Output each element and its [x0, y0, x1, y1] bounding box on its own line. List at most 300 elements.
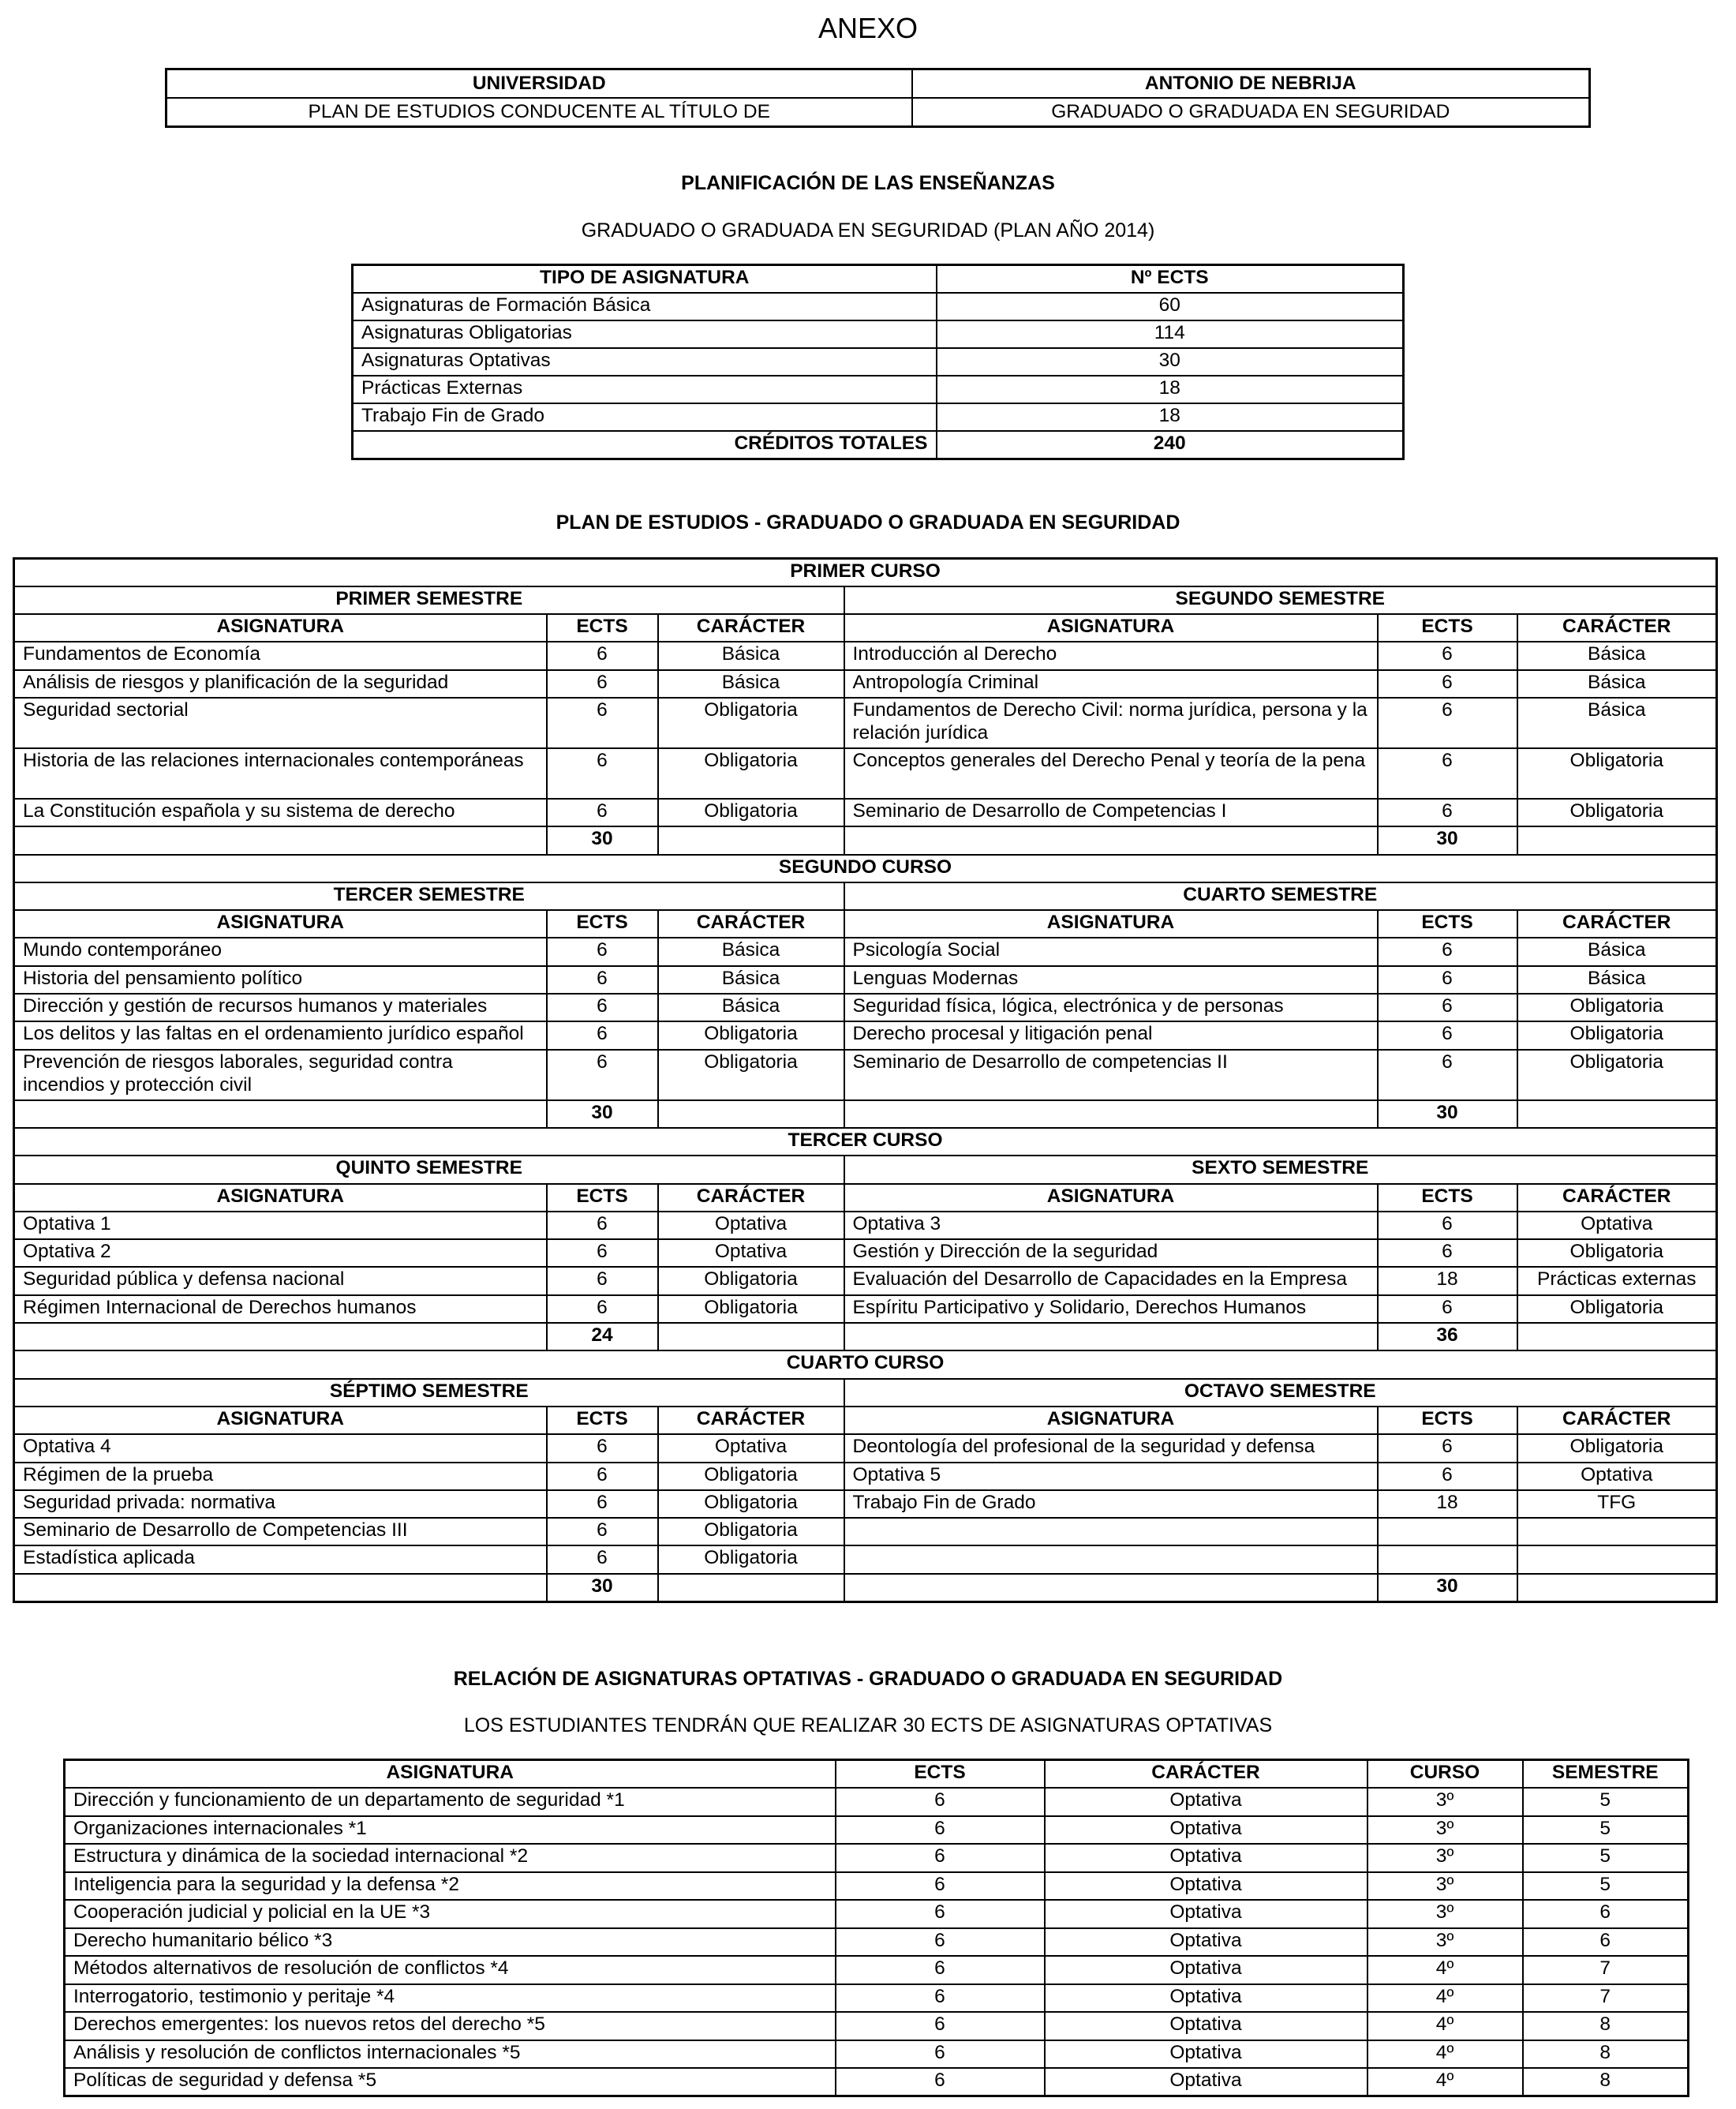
- elective-course: 3º: [1367, 1816, 1523, 1845]
- column-header-character: CARÁCTER: [1517, 1184, 1717, 1212]
- elective-course: 3º: [1367, 1928, 1523, 1957]
- subject-ects: 6: [1378, 642, 1517, 669]
- electives-header-row: [65, 1760, 1689, 1789]
- elective-character: Optativa: [1045, 2012, 1367, 2040]
- course-title: CUARTO CURSO: [14, 1350, 1717, 1378]
- subject-name: Introducción al Derecho: [844, 642, 1378, 669]
- subject-row: [14, 748, 1717, 799]
- subject-row: [14, 1212, 1717, 1239]
- subject-character: Básica: [1517, 670, 1717, 698]
- subject-ects: 6: [547, 799, 658, 826]
- subject-character: Obligatoria: [658, 1490, 844, 1518]
- column-header-character: CARÁCTER: [1517, 910, 1717, 938]
- subject-ects: 6: [1378, 938, 1517, 965]
- column-header-ects: ECTS: [547, 1184, 658, 1212]
- total-blank: [844, 826, 1378, 854]
- column-header-ects: ECTS: [1378, 1184, 1517, 1212]
- subject-name: Seminario de Desarrollo de Competencias III: [14, 1518, 547, 1545]
- elective-name: Métodos alternativos de resolución de conflictos *4: [65, 1956, 836, 1984]
- subject-character: Básica: [1517, 938, 1717, 965]
- subject-character: TFG: [1517, 1490, 1717, 1518]
- course-title: PRIMER CURSO: [14, 559, 1717, 586]
- subject-name: Deontología del profesional de la seguridad y defensa: [844, 1434, 1378, 1462]
- column-header-ects: ECTS: [547, 1407, 658, 1434]
- subject-ects: 6: [547, 1490, 658, 1518]
- elective-ects: 6: [836, 1872, 1045, 1901]
- subject-name: Optativa 3: [844, 1212, 1378, 1239]
- semester-total-row: [14, 1323, 1717, 1350]
- subject-row: [14, 1021, 1717, 1049]
- elective-character: Optativa: [1045, 1984, 1367, 2013]
- subject-ects: 6: [1378, 799, 1517, 826]
- planning-row: [353, 320, 1404, 348]
- elective-name: Derecho humanitario bélico *3: [65, 1928, 836, 1957]
- left-semester-total: 24: [547, 1323, 658, 1350]
- subject-row: [14, 994, 1717, 1021]
- left-semester-total: 30: [547, 1100, 658, 1128]
- subject-row: [14, 966, 1717, 994]
- elective-course: 3º: [1367, 1788, 1523, 1816]
- elective-course: 4º: [1367, 1956, 1523, 1984]
- electives-subheading: LOS ESTUDIANTES TENDRÁN QUE REALIZAR 30 ECTS DE ASIGNATURAS OPTATIVAS: [463, 1714, 1273, 1736]
- planning-row: [353, 293, 1404, 320]
- total-blank: [844, 1100, 1378, 1128]
- elective-course: 4º: [1367, 2040, 1523, 2069]
- left-semester-title: PRIMER SEMESTRE: [14, 586, 844, 614]
- subject-ects: 6: [547, 938, 658, 965]
- subject-name: Seminario de Desarrollo de Competencias I: [844, 799, 1378, 826]
- subject-character: Obligatoria: [658, 698, 844, 748]
- subject-ects: 6: [1378, 1463, 1517, 1490]
- subject-character: Obligatoria: [1517, 1434, 1717, 1462]
- subject-name: Optativa 1: [14, 1212, 547, 1239]
- elective-character: Optativa: [1045, 1788, 1367, 1816]
- subject-name: Seguridad sectorial: [14, 698, 547, 748]
- subject-ects: 6: [547, 642, 658, 669]
- elective-ects: 6: [836, 1788, 1045, 1816]
- column-header-character: CARÁCTER: [1517, 1407, 1717, 1434]
- column-header-subject: ASIGNATURA: [14, 614, 547, 642]
- subject-name: Prevención de riesgos laborales, seguridad contra incendios y protección civil: [14, 1050, 547, 1100]
- subject-name: Seminario de Desarrollo de competencias II: [844, 1050, 1378, 1100]
- total-blank: [14, 1574, 547, 1601]
- course-title-row: [14, 855, 1717, 882]
- column-header-subject: ASIGNATURA: [14, 1407, 547, 1434]
- elective-ects: 6: [836, 1956, 1045, 1984]
- subject-ects: 18: [1378, 1267, 1517, 1294]
- column-header-character: CARÁCTER: [658, 1407, 844, 1434]
- semester-row: [14, 586, 1717, 614]
- column-header-character: CARÁCTER: [658, 614, 844, 642]
- left-semester-title: SÉPTIMO SEMESTRE: [14, 1379, 844, 1407]
- planning-heading: PLANIFICACIÓN DE LAS ENSEÑANZAS: [681, 172, 1055, 194]
- column-header-character: CARÁCTER: [658, 910, 844, 938]
- subject-character: Optativa: [658, 1239, 844, 1267]
- elective-character: Optativa: [1045, 1956, 1367, 1984]
- elective-ects: 6: [836, 1844, 1045, 1872]
- subject-name: Trabajo Fin de Grado: [844, 1490, 1378, 1518]
- elective-ects: 6: [836, 1816, 1045, 1845]
- subject-character: Básica: [1517, 698, 1717, 748]
- subject-ects: 6: [547, 1050, 658, 1100]
- subject-name: Espíritu Participativo y Solidario, Derechos Humanos: [844, 1295, 1378, 1323]
- column-header-row: [14, 614, 1717, 642]
- right-semester-total: 36: [1378, 1323, 1517, 1350]
- column-header-row: [14, 1184, 1717, 1212]
- planning-total-label: CRÉDITOS TOTALES: [353, 431, 937, 459]
- elective-character: Optativa: [1045, 2040, 1367, 2069]
- elective-semester: 7: [1523, 1956, 1689, 1984]
- elective-row: [65, 2040, 1689, 2069]
- subject-character: Básica: [1517, 966, 1717, 994]
- subject-ects: [1378, 1518, 1517, 1545]
- planning-type-cell: Prácticas Externas: [353, 376, 937, 403]
- elective-row: [65, 2068, 1689, 2096]
- column-header-character: CARÁCTER: [658, 1184, 844, 1212]
- column-header-ects: ECTS: [547, 910, 658, 938]
- subject-ects: 6: [547, 1267, 658, 1294]
- header-table: [165, 68, 1591, 128]
- planning-ects-cell: 60: [937, 293, 1404, 320]
- subject-ects: 6: [1378, 748, 1517, 799]
- subject-ects: 6: [547, 1021, 658, 1049]
- subject-character: Obligatoria: [658, 1545, 844, 1573]
- subject-ects: 6: [547, 966, 658, 994]
- elective-row: [65, 2012, 1689, 2040]
- column-header-subject: ASIGNATURA: [844, 1184, 1378, 1212]
- subject-ects: 6: [547, 1212, 658, 1239]
- subject-row: [14, 698, 1717, 748]
- total-blank: [658, 1574, 844, 1601]
- planning-ects-cell: 114: [937, 320, 1404, 348]
- subject-character: Obligatoria: [658, 1295, 844, 1323]
- column-header-ects: ECTS: [1378, 614, 1517, 642]
- left-semester-title: TERCER SEMESTRE: [14, 882, 844, 910]
- elective-name: Dirección y funcionamiento de un departamento de seguridad *1: [65, 1788, 836, 1816]
- subject-character: Obligatoria: [658, 1518, 844, 1545]
- subject-character: Optativa: [1517, 1212, 1717, 1239]
- subject-character: Obligatoria: [658, 1463, 844, 1490]
- subject-character: Obligatoria: [658, 748, 844, 799]
- course-title-row: [14, 559, 1717, 586]
- semester-row: [14, 882, 1717, 910]
- elective-ects: 6: [836, 1900, 1045, 1928]
- total-blank: [1517, 826, 1717, 854]
- subject-ects: 6: [547, 994, 658, 1021]
- elective-name: Políticas de seguridad y defensa *5: [65, 2068, 836, 2096]
- subject-row: [14, 938, 1717, 965]
- elective-name: Cooperación judicial y policial en la UE *3: [65, 1900, 836, 1928]
- subject-ects: 6: [1378, 670, 1517, 698]
- subject-name: Optativa 5: [844, 1463, 1378, 1490]
- subject-character: Obligatoria: [658, 1021, 844, 1049]
- subject-ects: 6: [1378, 1212, 1517, 1239]
- course-title: SEGUNDO CURSO: [14, 855, 1717, 882]
- right-semester-title: SEXTO SEMESTRE: [844, 1156, 1717, 1183]
- total-blank: [14, 1100, 547, 1128]
- column-header-subject: ASIGNATURA: [844, 910, 1378, 938]
- elective-course: 3º: [1367, 1900, 1523, 1928]
- subject-row: [14, 1545, 1717, 1573]
- subject-ects: 6: [547, 1434, 658, 1462]
- subject-ects: 6: [1378, 1050, 1517, 1100]
- planning-type-cell: Asignaturas Obligatorias: [353, 320, 937, 348]
- column-header-subject: ASIGNATURA: [844, 614, 1378, 642]
- semester-row: [14, 1156, 1717, 1183]
- subject-ects: 6: [1378, 1434, 1517, 1462]
- subject-row: [14, 1239, 1717, 1267]
- total-blank: [844, 1574, 1378, 1601]
- elective-semester: 6: [1523, 1900, 1689, 1928]
- elective-character: Optativa: [1045, 1872, 1367, 1901]
- right-semester-total: 30: [1378, 826, 1517, 854]
- subject-name: Los delitos y las faltas en el ordenamiento jurídico español: [14, 1021, 547, 1049]
- elective-ects: 6: [836, 2012, 1045, 2040]
- subject-name: Mundo contemporáneo: [14, 938, 547, 965]
- elective-name: Derechos emergentes: los nuevos retos del derecho *5: [65, 2012, 836, 2040]
- planning-row: [353, 348, 1404, 376]
- subject-name: Seguridad pública y defensa nacional: [14, 1267, 547, 1294]
- elective-character: Optativa: [1045, 1844, 1367, 1872]
- subject-name: Fundamentos de Derecho Civil: norma jurídica, persona y la relación jurídica: [844, 698, 1378, 748]
- planning-row: [353, 403, 1404, 431]
- subject-row: [14, 1295, 1717, 1323]
- elective-semester: 5: [1523, 1872, 1689, 1901]
- elective-row: [65, 1956, 1689, 1984]
- planning-col-type: TIPO DE ASIGNATURA: [353, 265, 937, 293]
- subject-name: Fundamentos de Economía: [14, 642, 547, 669]
- elective-name: Inteligencia para la seguridad y la defensa *2: [65, 1872, 836, 1901]
- annex-title: ANEXO: [817, 12, 919, 44]
- study-plan-table: [13, 557, 1718, 1603]
- subject-name: Psicología Social: [844, 938, 1378, 965]
- total-blank: [14, 826, 547, 854]
- subject-row: [14, 1434, 1717, 1462]
- electives-table: [63, 1759, 1689, 2097]
- elective-semester: 8: [1523, 2068, 1689, 2096]
- subject-ects: 6: [547, 1295, 658, 1323]
- column-header-character: CARÁCTER: [1517, 614, 1717, 642]
- subject-character: Básica: [1517, 642, 1717, 669]
- subject-ects: 6: [547, 698, 658, 748]
- elective-semester: 5: [1523, 1844, 1689, 1872]
- semester-total-row: [14, 826, 1717, 854]
- elective-course: 4º: [1367, 1984, 1523, 2013]
- university-name: ANTONIO DE NEBRIJA: [912, 69, 1590, 99]
- subject-character: Obligatoria: [1517, 1295, 1717, 1323]
- subject-character: Optativa: [658, 1434, 844, 1462]
- elective-semester: 7: [1523, 1984, 1689, 2013]
- elective-name: Estructura y dinámica de la sociedad internacional *2: [65, 1844, 836, 1872]
- subject-name: Estadística aplicada: [14, 1545, 547, 1573]
- subject-character: Optativa: [658, 1212, 844, 1239]
- elective-ects: 6: [836, 1928, 1045, 1957]
- subject-name: Régimen de la prueba: [14, 1463, 547, 1490]
- elective-course: 4º: [1367, 2068, 1523, 2096]
- subject-ects: 6: [547, 670, 658, 698]
- subject-character: Obligatoria: [658, 799, 844, 826]
- subject-name: [844, 1545, 1378, 1573]
- subject-character: Obligatoria: [658, 1267, 844, 1294]
- subject-name: Análisis de riesgos y planificación de la seguridad: [14, 670, 547, 698]
- elective-ects: 6: [836, 2068, 1045, 2096]
- subject-character: Obligatoria: [1517, 1050, 1717, 1100]
- subject-name: Dirección y gestión de recursos humanos y materiales: [14, 994, 547, 1021]
- total-blank: [1517, 1574, 1717, 1601]
- subject-ects: 6: [1378, 1295, 1517, 1323]
- subject-character: Básica: [658, 938, 844, 965]
- subject-ects: 6: [1378, 1021, 1517, 1049]
- subject-name: Conceptos generales del Derecho Penal y teoría de la pena: [844, 748, 1378, 799]
- subject-character: Obligatoria: [1517, 994, 1717, 1021]
- subject-ects: 6: [547, 1463, 658, 1490]
- right-semester-total: 30: [1378, 1574, 1517, 1601]
- electives-column-header: CURSO: [1367, 1760, 1523, 1789]
- plan-heading: PLAN DE ESTUDIOS - GRADUADO O GRADUADA EN SEGURIDAD: [556, 511, 1180, 534]
- subject-row: [14, 1518, 1717, 1545]
- total-blank: [658, 1323, 844, 1350]
- right-semester-title: CUARTO SEMESTRE: [844, 882, 1717, 910]
- subject-character: Básica: [658, 966, 844, 994]
- electives-column-header: SEMESTRE: [1523, 1760, 1689, 1789]
- elective-row: [65, 1900, 1689, 1928]
- elective-name: Análisis y resolución de conflictos internacionales *5: [65, 2040, 836, 2069]
- subject-ects: 18: [1378, 1490, 1517, 1518]
- planning-ects-cell: 18: [937, 376, 1404, 403]
- subject-character: Básica: [658, 670, 844, 698]
- right-semester-title: OCTAVO SEMESTRE: [844, 1379, 1717, 1407]
- elective-ects: 6: [836, 2040, 1045, 2069]
- subject-ects: 6: [547, 1518, 658, 1545]
- planning-table: [351, 264, 1405, 460]
- right-semester-title: SEGUNDO SEMESTRE: [844, 586, 1717, 614]
- planning-type-cell: Trabajo Fin de Grado: [353, 403, 937, 431]
- subject-character: Prácticas externas: [1517, 1267, 1717, 1294]
- subject-character: [1517, 1545, 1717, 1573]
- left-semester-total: 30: [547, 826, 658, 854]
- semester-total-row: [14, 1100, 1717, 1128]
- planning-subheading: GRADUADO O GRADUADA EN SEGURIDAD (PLAN AÑO 2014): [581, 219, 1155, 242]
- subject-character: Optativa: [1517, 1463, 1717, 1490]
- column-header-ects: ECTS: [1378, 910, 1517, 938]
- planning-col-ects: Nº ECTS: [937, 265, 1404, 293]
- subject-name: Régimen Internacional de Derechos humanos: [14, 1295, 547, 1323]
- subject-ects: 6: [1378, 1239, 1517, 1267]
- planning-type-cell: Asignaturas Optativas: [353, 348, 937, 376]
- elective-name: Interrogatorio, testimonio y peritaje *4: [65, 1984, 836, 2013]
- elective-character: Optativa: [1045, 1816, 1367, 1845]
- electives-column-header: ECTS: [836, 1760, 1045, 1789]
- subject-name: Evaluación del Desarrollo de Capacidades en la Empresa: [844, 1267, 1378, 1294]
- subject-name: Optativa 2: [14, 1239, 547, 1267]
- planning-ects-cell: 30: [937, 348, 1404, 376]
- subject-name: La Constitución española y su sistema de derecho: [14, 799, 547, 826]
- total-blank: [658, 1100, 844, 1128]
- subject-ects: 6: [547, 748, 658, 799]
- subject-row: [14, 1463, 1717, 1490]
- subject-name: [844, 1518, 1378, 1545]
- elective-semester: 8: [1523, 2040, 1689, 2069]
- elective-character: Optativa: [1045, 1900, 1367, 1928]
- course-title: TERCER CURSO: [14, 1128, 1717, 1156]
- elective-row: [65, 1984, 1689, 2013]
- elective-row: [65, 1928, 1689, 1957]
- total-blank: [14, 1323, 547, 1350]
- column-header-subject: ASIGNATURA: [844, 1407, 1378, 1434]
- elective-name: Organizaciones internacionales *1: [65, 1816, 836, 1845]
- subject-name: Gestión y Dirección de la seguridad: [844, 1239, 1378, 1267]
- subject-character: Obligatoria: [1517, 1021, 1717, 1049]
- elective-row: [65, 1816, 1689, 1845]
- column-header-ects: ECTS: [547, 614, 658, 642]
- course-title-row: [14, 1128, 1717, 1156]
- left-semester-title: QUINTO SEMESTRE: [14, 1156, 844, 1183]
- planning-ects-cell: 18: [937, 403, 1404, 431]
- total-blank: [658, 826, 844, 854]
- elective-character: Optativa: [1045, 1928, 1367, 1957]
- elective-row: [65, 1788, 1689, 1816]
- planning-header-row: [353, 265, 1404, 293]
- column-header-row: [14, 1407, 1717, 1434]
- planning-row: [353, 376, 1404, 403]
- course-title-row: [14, 1350, 1717, 1378]
- subject-ects: [1378, 1545, 1517, 1573]
- subject-ects: 6: [1378, 994, 1517, 1021]
- university-label: UNIVERSIDAD: [166, 69, 912, 99]
- elective-ects: 6: [836, 1984, 1045, 2013]
- subject-character: Obligatoria: [1517, 748, 1717, 799]
- subject-character: [1517, 1518, 1717, 1545]
- column-header-subject: ASIGNATURA: [14, 910, 547, 938]
- degree-name: GRADUADO O GRADUADA EN SEGURIDAD: [912, 98, 1590, 127]
- semester-row: [14, 1379, 1717, 1407]
- elective-row: [65, 1844, 1689, 1872]
- subject-character: Obligatoria: [658, 1050, 844, 1100]
- elective-semester: 6: [1523, 1928, 1689, 1957]
- subject-row: [14, 670, 1717, 698]
- subject-character: Obligatoria: [1517, 1239, 1717, 1267]
- right-semester-total: 30: [1378, 1100, 1517, 1128]
- subject-row: [14, 799, 1717, 826]
- planning-total-row: [353, 431, 1404, 459]
- subject-row: [14, 1267, 1717, 1294]
- elective-semester: 8: [1523, 2012, 1689, 2040]
- subject-name: Derecho procesal y litigación penal: [844, 1021, 1378, 1049]
- subject-name: Antropología Criminal: [844, 670, 1378, 698]
- left-semester-total: 30: [547, 1574, 658, 1601]
- subject-name: Lenguas Modernas: [844, 966, 1378, 994]
- total-blank: [1517, 1323, 1717, 1350]
- column-header-row: [14, 910, 1717, 938]
- elective-character: Optativa: [1045, 2068, 1367, 2096]
- degree-label: PLAN DE ESTUDIOS CONDUCENTE AL TÍTULO DE: [166, 98, 912, 127]
- elective-course: 3º: [1367, 1844, 1523, 1872]
- subject-row: [14, 1050, 1717, 1100]
- subject-ects: 6: [547, 1545, 658, 1573]
- total-blank: [844, 1323, 1378, 1350]
- subject-ects: 6: [1378, 698, 1517, 748]
- subject-character: Básica: [658, 994, 844, 1021]
- subject-name: Optativa 4: [14, 1434, 547, 1462]
- elective-course: 4º: [1367, 2012, 1523, 2040]
- elective-course: 3º: [1367, 1872, 1523, 1901]
- subject-character: Básica: [658, 642, 844, 669]
- subject-row: [14, 1490, 1717, 1518]
- planning-type-cell: Asignaturas de Formación Básica: [353, 293, 937, 320]
- total-blank: [1517, 1100, 1717, 1128]
- planning-total-value: 240: [937, 431, 1404, 459]
- electives-heading: RELACIÓN DE ASIGNATURAS OPTATIVAS - GRADUADO O GRADUADA EN SEGURIDAD: [453, 1668, 1283, 1690]
